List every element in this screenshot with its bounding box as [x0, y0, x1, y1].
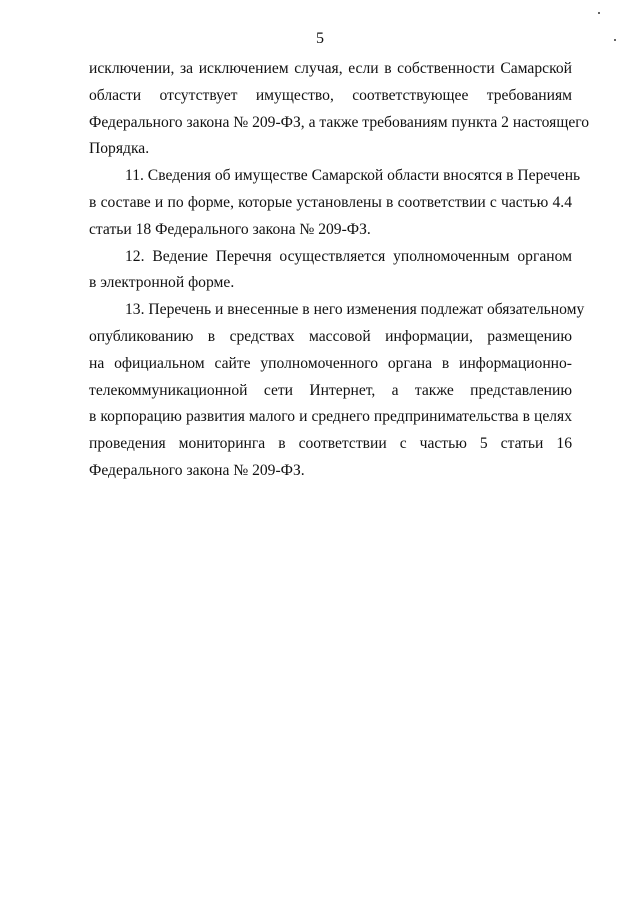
text-line: в электронной форме.	[89, 274, 235, 292]
text-line: на официальном сайте уполномоченного органа в информационно-	[89, 354, 572, 372]
page-number: 5	[316, 30, 324, 47]
text-line: Федерального закона № 209-ФЗ.	[89, 461, 305, 479]
paragraph-11-first-line: 11. Сведения об имуществе Самарской области вносятся в Перечень	[125, 167, 581, 185]
scan-speck	[598, 12, 600, 14]
text-line: Федерального закона № 209-ФЗ, а также требованиям пункта 2 настоящего	[89, 113, 590, 131]
text-line: телекоммуникационной сети Интернет, а также представлению	[89, 381, 572, 399]
text-line: исключении, за исключением случая, если в собственности Самарской	[89, 60, 572, 77]
text-line: в корпорацию развития малого и среднего предпринимательства в целях	[89, 408, 572, 426]
paragraph-12-first-line: 12. Ведение Перечня осуществляется уполномоченным органом	[125, 247, 572, 265]
text-line: области отсутствует имущество, соответствующее требованиям	[89, 86, 572, 104]
paragraph-13-first-line: 13. Перечень и внесенные в него изменения подлежат обязательному	[125, 301, 585, 319]
text-line: Порядка.	[89, 140, 150, 158]
text-line: в составе и по форме, которые установлены в соответствии с частью 4.4	[89, 193, 572, 211]
scan-speck	[614, 39, 616, 41]
text-line: проведения мониторинга в соответствии с частью 5 статьи 16	[89, 435, 572, 453]
text-line: статьи 18 Федерального закона № 209-ФЗ.	[89, 220, 371, 238]
document-body	[89, 56, 590, 485]
text-line: опубликованию в средствах массовой информации, размещению	[89, 327, 572, 345]
